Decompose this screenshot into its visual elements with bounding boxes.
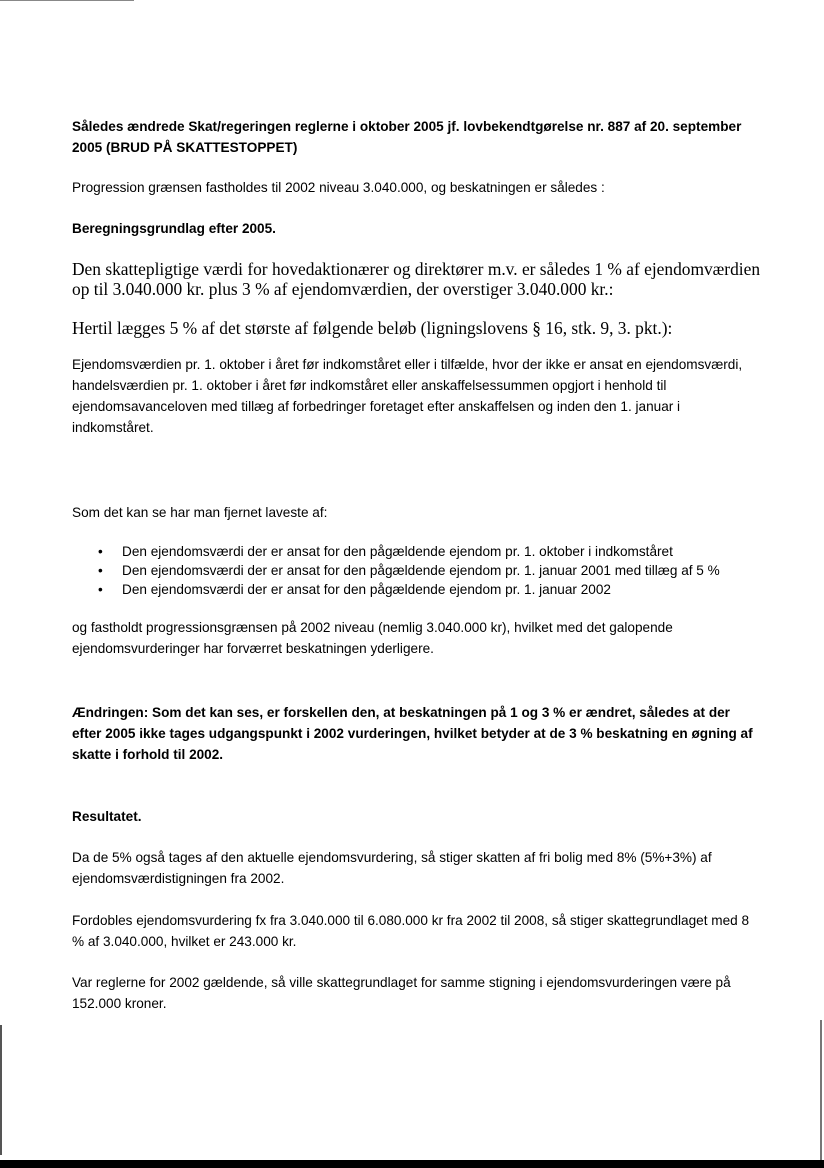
scan-bottom-border [0, 1160, 824, 1168]
list-item: • Den ejendomsværdi der er ansat for den pågældende ejendom pr. 1. januar 2001 med tillæg af 5 % [98, 563, 720, 578]
heading-line: Således ændrede Skat/regeringen reglerne i oktober 2005 jf. lovbekendtgørelse nr. 887 af 20. september 2005 (BRUD PÅ SKATTESTOPPET) [72, 119, 742, 155]
result-paragraph-1: Da de 5% også tages af den aktuelle ejendomsvurdering, så stiger skatten af fri bolig med 8% (5%+3%) af ejendomsværdistigningen fra 2002. [72, 850, 712, 886]
addition-text: Hertil lægges 5 % af det største af følgende beløb (ligningslovens § 16, stk. 9, 3. pkt.): [72, 318, 673, 338]
removed-intro: Som det kan se har man fjernet laveste af: [72, 505, 328, 520]
bullet-icon: • [98, 582, 103, 597]
list-item: • Den ejendomsværdi der er ansat for den pågældende ejendom pr. 1. oktober i indkomståret [98, 544, 673, 559]
result-paragraph-2: Fordobles ejendomsvurdering fx fra 3.040.000 til 6.080.000 kr fra 2002 til 2008, så stiger skattegrundlaget med 8 % af 3.040.000, hvilket er 243.000 kr. [72, 913, 750, 949]
scan-top-rule [0, 0, 134, 1]
result-heading: Resultatet. [72, 809, 142, 824]
bullet-icon: • [98, 563, 103, 578]
change-text: Ændringen: Som det kan ses, er forskellen den, at beskatningen på 1 og 3 % er ændret, således at der efter 2005 ikke tages udgangspunkt i 2002 vurderingen, hvilket betyder at de 3 % beskatning en øgning af skatte i forhold til 2002. [72, 705, 753, 762]
removed-list [72, 542, 772, 599]
fixed-threshold-text: og fastholdt progressionsgrænsen på 2002 niveau (nemlig 3.040.000 kr), hvilket med det galopende ejendomsvurderinger har forværret beskatningen yderligere. [72, 620, 673, 656]
list-item: • Den ejendomsværdi der er ansat for den pågældende ejendom pr. 1. januar 2002 [98, 582, 611, 597]
bullet-icon: • [98, 544, 103, 559]
property-value-text: Ejendomsværdien pr. 1. oktober i året før indkomståret eller i tilfælde, hvor der ikke er ansat en ejendomsværdi, handelsværdien pr. 1. oktober i året før indkomståret eller anskaffelsessummen opgjort i henhold til ejendomsavanceloven med tillæg af forbedringer foretaget efter anskaffelsen og inden den 1. januar i indkomståret. [72, 357, 743, 435]
scan-right-edge [820, 1020, 822, 1160]
progression-text: Progression grænsen fastholdes til 2002 niveau 3.040.000, og beskatningen er således : [72, 180, 605, 195]
scan-left-edge [0, 1025, 2, 1155]
result-paragraph-3: Var reglerne for 2002 gældende, så ville skattegrundlaget for samme stigning i ejendomsvurderingen være på 152.000 kroner. [72, 975, 731, 1011]
basis-heading: Beregningsgrundlag efter 2005. [72, 221, 276, 236]
taxable-value-text: Den skattepligtige værdi for hovedaktionærer og direktører m.v. er således 1 % af ejendomværdien op til 3.040.000 kr. plus 3 % af ejendomværdien, der overstiger 3.040.000 kr.: [72, 259, 761, 299]
